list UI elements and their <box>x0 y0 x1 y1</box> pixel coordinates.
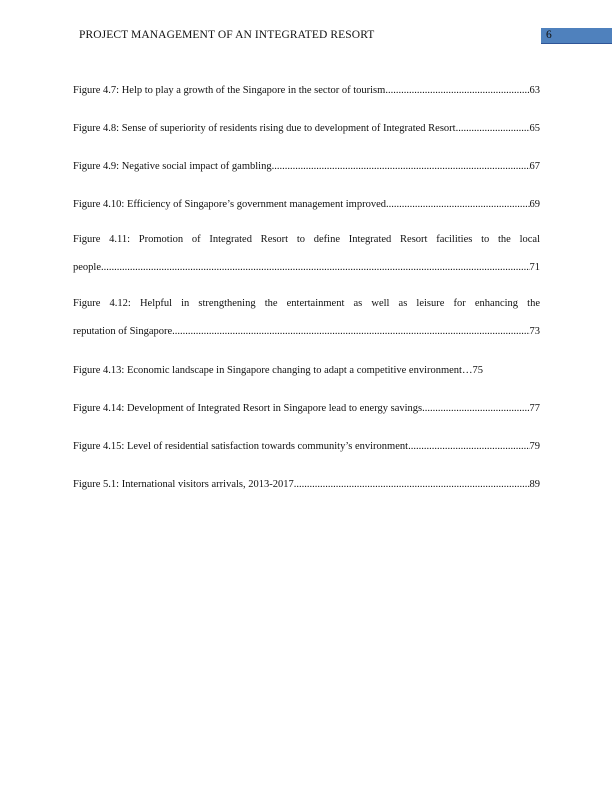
toc-entry-line-2 <box>73 254 540 282</box>
dot-leader <box>456 116 530 142</box>
toc-entry-page: 77 <box>529 403 540 414</box>
dot-leader <box>385 78 529 104</box>
toc-entry-figure-4-13[interactable] <box>73 346 540 384</box>
toc-entry-text-line-1: Figure 4.11: Promotion of Integrated Resort to define Integrated Resort facilities to the local <box>73 234 540 245</box>
toc-entry-figure-4-8[interactable] <box>73 104 540 142</box>
toc-entry-page: 65 <box>529 123 540 134</box>
header-title: PROJECT MANAGEMENT OF AN INTEGRATED RESORT <box>79 29 375 41</box>
dot-leader <box>172 318 529 346</box>
toc-entry-text: Figure 4.8: Sense of superiority of residents rising due to development of Integrated Resort <box>73 123 456 134</box>
toc-entry-figure-4-12[interactable] <box>73 282 540 346</box>
toc-entry-page: 79 <box>529 441 540 452</box>
dot-leader <box>294 472 530 498</box>
dot-leader <box>386 192 530 218</box>
toc-entry-text: Figure 4.9: Negative social impact of gambling <box>73 161 272 172</box>
toc-entry-text: Figure 4.15: Level of residential satisfaction towards community’s environment <box>73 441 409 452</box>
toc-entry-text-line-2: people <box>73 262 101 273</box>
toc-entry-page: 73 <box>529 326 540 337</box>
toc-entry-line-2 <box>73 318 540 346</box>
dot-leader <box>101 254 530 282</box>
toc-entry-text: Figure 4.7: Help to play a growth of the Singapore in the sector of tourism <box>73 85 386 96</box>
toc-entry-page: 63 <box>529 85 540 96</box>
toc-entry-page: 89 <box>529 479 540 490</box>
toc-entry-figure-4-9[interactable] <box>73 142 540 180</box>
toc-entry-text: Figure 4.14: Development of Integrated Resort in Singapore lead to energy savings <box>73 403 423 414</box>
page-number: 6 <box>546 29 552 41</box>
toc-entry-page: 75 <box>472 365 483 376</box>
toc-entry-text-line-2: reputation of Singapore <box>73 326 173 337</box>
dot-leader <box>408 434 529 460</box>
toc-entry-figure-4-10[interactable] <box>73 180 540 218</box>
dot-leader <box>422 396 529 422</box>
toc-entry-text: Figure 5.1: International visitors arrivals, 2013-2017 <box>73 479 294 490</box>
toc-entry-text: Figure 4.10: Efficiency of Singapore’s government management improved <box>73 199 386 210</box>
toc-entry-figure-4-14[interactable] <box>73 384 540 422</box>
toc-entry-text: Figure 4.13: Economic landscape in Singapore changing to adapt a competitive environment… <box>73 365 473 376</box>
toc-entry-figure-5-1[interactable] <box>73 460 540 498</box>
toc-entry-page: 67 <box>529 161 540 172</box>
page-number-box <box>541 28 612 44</box>
list-of-figures <box>73 66 540 498</box>
dot-leader <box>272 154 530 180</box>
toc-entry-figure-4-15[interactable] <box>73 422 540 460</box>
toc-entry-page: 71 <box>529 262 540 273</box>
toc-entry-figure-4-7[interactable] <box>73 66 540 104</box>
toc-entry-page: 69 <box>529 199 540 210</box>
toc-entry-text-line-1: Figure 4.12: Helpful in strengthening the entertainment as well as leisure for enhancing the <box>73 298 540 309</box>
toc-entry-figure-4-11[interactable] <box>73 218 540 282</box>
